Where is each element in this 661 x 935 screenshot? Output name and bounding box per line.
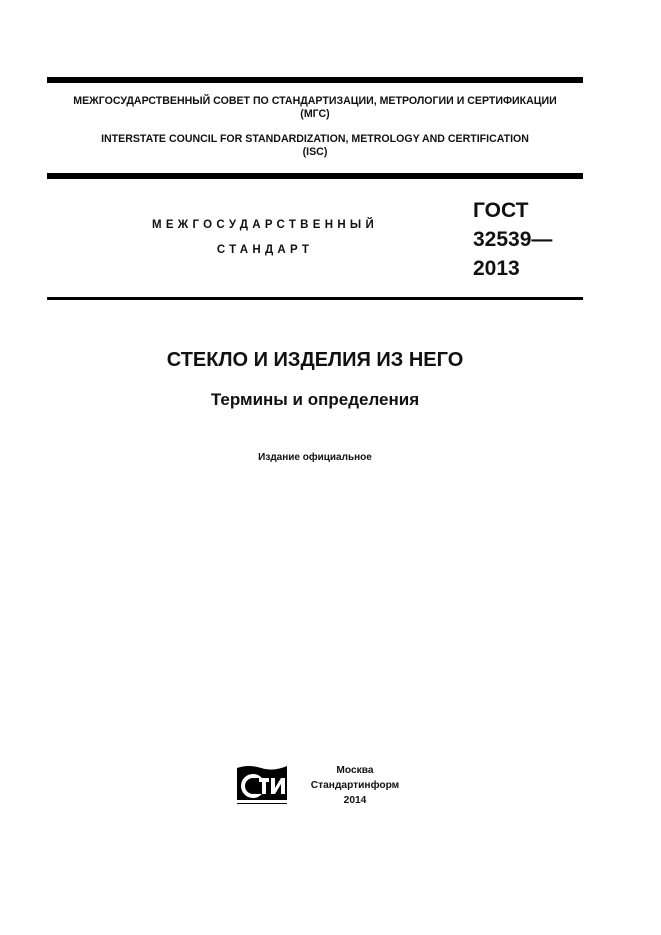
council-name-ru-text: МЕЖГОСУДАРСТВЕННЫЙ СОВЕТ ПО СТАНДАРТИЗАЦИИ, МЕТРОЛОГИИ И СЕРТИФИКАЦИИ [73,95,557,107]
standard-kind-line2: СТАНДАРТ [216,244,314,256]
council-name-ru [47,95,583,121]
gost-designation [473,196,552,283]
edition-note: Издание официальное [258,452,372,463]
publisher-year: 2014 [343,795,367,806]
council-name-en [47,133,583,159]
council-name-en-text: INTERSTATE COUNCIL FOR STANDARDIZATION, METROLOGY AND CERTIFICATION [101,133,529,145]
standard-kind [100,213,430,263]
council-abbr-ru: (МГС) [300,108,330,120]
third-rule [47,297,583,300]
document-title: СТЕКЛО И ИЗДЕЛИЯ ИЗ НЕГО [166,349,464,371]
gost-number: 32539— [473,228,553,251]
standard-kind-line1: МЕЖГОСУДАРСТВЕННЫЙ [151,219,379,231]
gost-label: ГОСТ [473,199,529,222]
document-subtitle: Термины и определения [210,390,420,409]
standartinform-logo-icon [235,764,289,808]
top-thick-rule [47,77,583,83]
council-abbr-en: (ISC) [302,146,328,158]
publisher-city: Москва [336,765,374,776]
publisher-block [300,763,410,808]
publisher-name: Стандартинформ [310,780,400,791]
gost-year: 2013 [473,257,520,280]
second-thick-rule [47,173,583,179]
